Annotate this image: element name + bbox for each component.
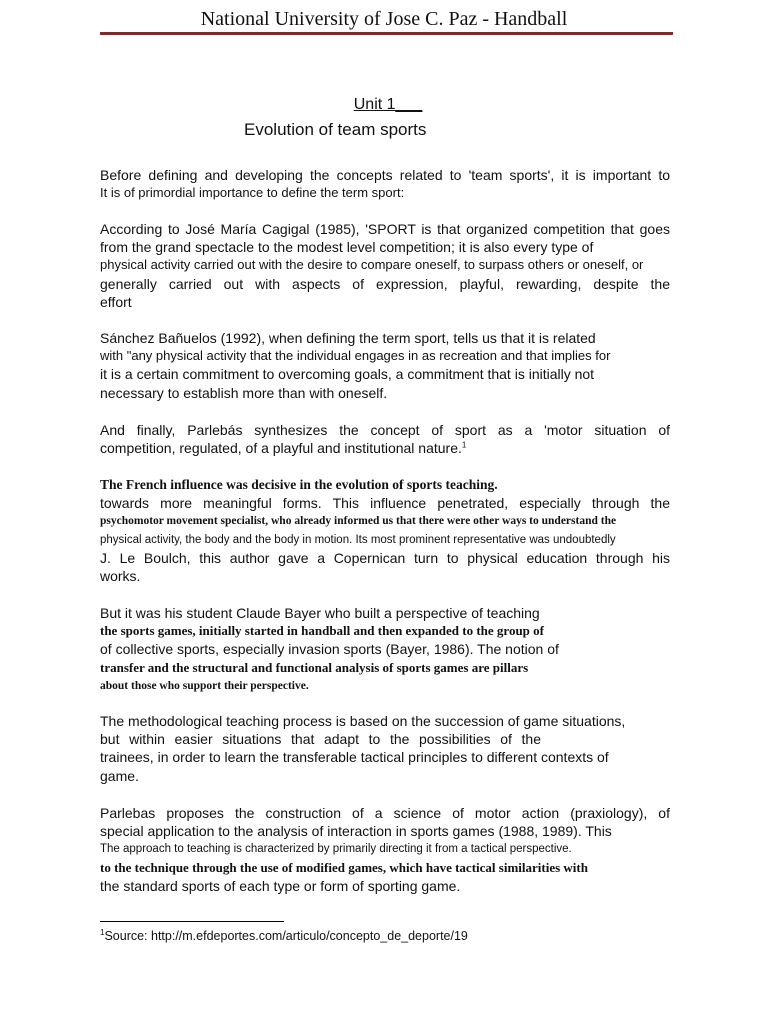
text-line: towards more meaningful forms. This influence penetrated, especially through the bbox=[100, 495, 670, 512]
text-line: the standard sports of each type or form of sporting game. bbox=[100, 877, 461, 894]
text-line: generally carried out with aspects of expression, playful, rewarding, despite the bbox=[100, 275, 670, 292]
header-rule bbox=[100, 32, 673, 35]
text-line: it is a certain commitment to overcoming goals, a commitment that is initially not bbox=[100, 366, 595, 383]
text-line: but within easier situations that adapt to the possibilities of the bbox=[100, 731, 541, 748]
text-line: But it was his student Claude Bayer who built a perspective of teaching bbox=[100, 605, 540, 621]
text-line: The approach to teaching is characterized by primarily directing it from a tactical perspective. bbox=[100, 843, 572, 856]
text-span: competition, regulated, of a playful and institutional nature. bbox=[100, 440, 462, 457]
text-line: of collective sports, especially invasion sports (Bayer, 1986). The notion of bbox=[100, 641, 559, 658]
footnote-divider bbox=[100, 921, 284, 922]
text-line: necessary to establish more than with oneself. bbox=[100, 384, 388, 401]
text-line: Before defining and developing the concepts related to 'team sports', it is important to bbox=[100, 167, 670, 183]
text-line: Parlebas proposes the construction of a science of motor action (praxiology), of bbox=[100, 805, 670, 821]
paragraph-intro bbox=[100, 166, 670, 202]
text-line: trainees, in order to learn the transferable tactical principles to different contexts of bbox=[100, 749, 609, 766]
footnote-source-link[interactable]: Source: http://m.efdeportes.com/articulo/concepto_de_deporte/19 bbox=[104, 929, 468, 943]
paragraph-parlebas-definition bbox=[100, 421, 670, 457]
text-line: about those who support their perspective. bbox=[100, 679, 309, 692]
text-line: to the technique through the use of modified games, which have tactical similarities with bbox=[100, 859, 588, 875]
footnote-reference: 1 bbox=[461, 440, 467, 450]
text-line: the sports games, initially started in handball and then expanded to the group of bbox=[100, 623, 544, 639]
paragraph-methodology bbox=[100, 712, 670, 785]
text-line: with "any physical activity that the individual engages in as recreation and that implies for bbox=[100, 348, 611, 364]
paragraph-cagigal bbox=[100, 220, 670, 311]
text-line: According to José María Cagigal (1985), 'SPORT is that organized competition that goes bbox=[100, 221, 670, 237]
text-line: physical activity, the body and the body in motion. Its most prominent representative was undoubtedly bbox=[100, 533, 616, 546]
text-line: And finally, Parlebás synthesizes the concept of sport as a 'motor situation of bbox=[100, 422, 670, 438]
paragraph-french-influence bbox=[100, 476, 670, 585]
text-line: from the grand spectacle to the modest level competition; it is also every type of bbox=[100, 239, 594, 256]
footnote bbox=[100, 929, 468, 943]
text-line: works. bbox=[100, 567, 141, 584]
footnote-mark: 1 bbox=[100, 927, 105, 937]
text-line: The methodological teaching process is based on the succession of game situations, bbox=[100, 713, 626, 729]
text-line: physical activity carried out with the desire to compare oneself, to surpass others or oneself, or bbox=[100, 257, 644, 273]
text-line: game. bbox=[100, 767, 139, 784]
text-line-with-footnote bbox=[100, 439, 670, 457]
page-header-title: National University of Jose C. Paz - Handball bbox=[200, 8, 568, 30]
text-line: It is of primordial importance to define the term sport: bbox=[100, 185, 405, 201]
text-line: special application to the analysis of interaction in sports games (1988, 1989). This bbox=[100, 823, 612, 840]
paragraph-sanchez bbox=[100, 329, 670, 402]
text-line: Sánchez Bañuelos (1992), when defining the term sport, tells us that it is related bbox=[100, 330, 596, 346]
unit-title: Unit 1___ bbox=[353, 96, 423, 113]
text-line: transfer and the structural and functional analysis of sports games are pillars bbox=[100, 659, 529, 675]
section-title: Evolution of team sports bbox=[244, 120, 427, 139]
text-line: J. Le Boulch, this author gave a Copernican turn to physical education through his bbox=[100, 549, 670, 566]
paragraph-bayer bbox=[100, 604, 670, 695]
paragraph-praxiology bbox=[100, 804, 670, 895]
text-line: psychomotor movement specialist, who already informed us that there were other ways to understand the bbox=[100, 515, 617, 528]
text-line: The French influence was decisive in the evolution of sports teaching. bbox=[100, 477, 498, 492]
text-line: effort bbox=[100, 293, 132, 310]
